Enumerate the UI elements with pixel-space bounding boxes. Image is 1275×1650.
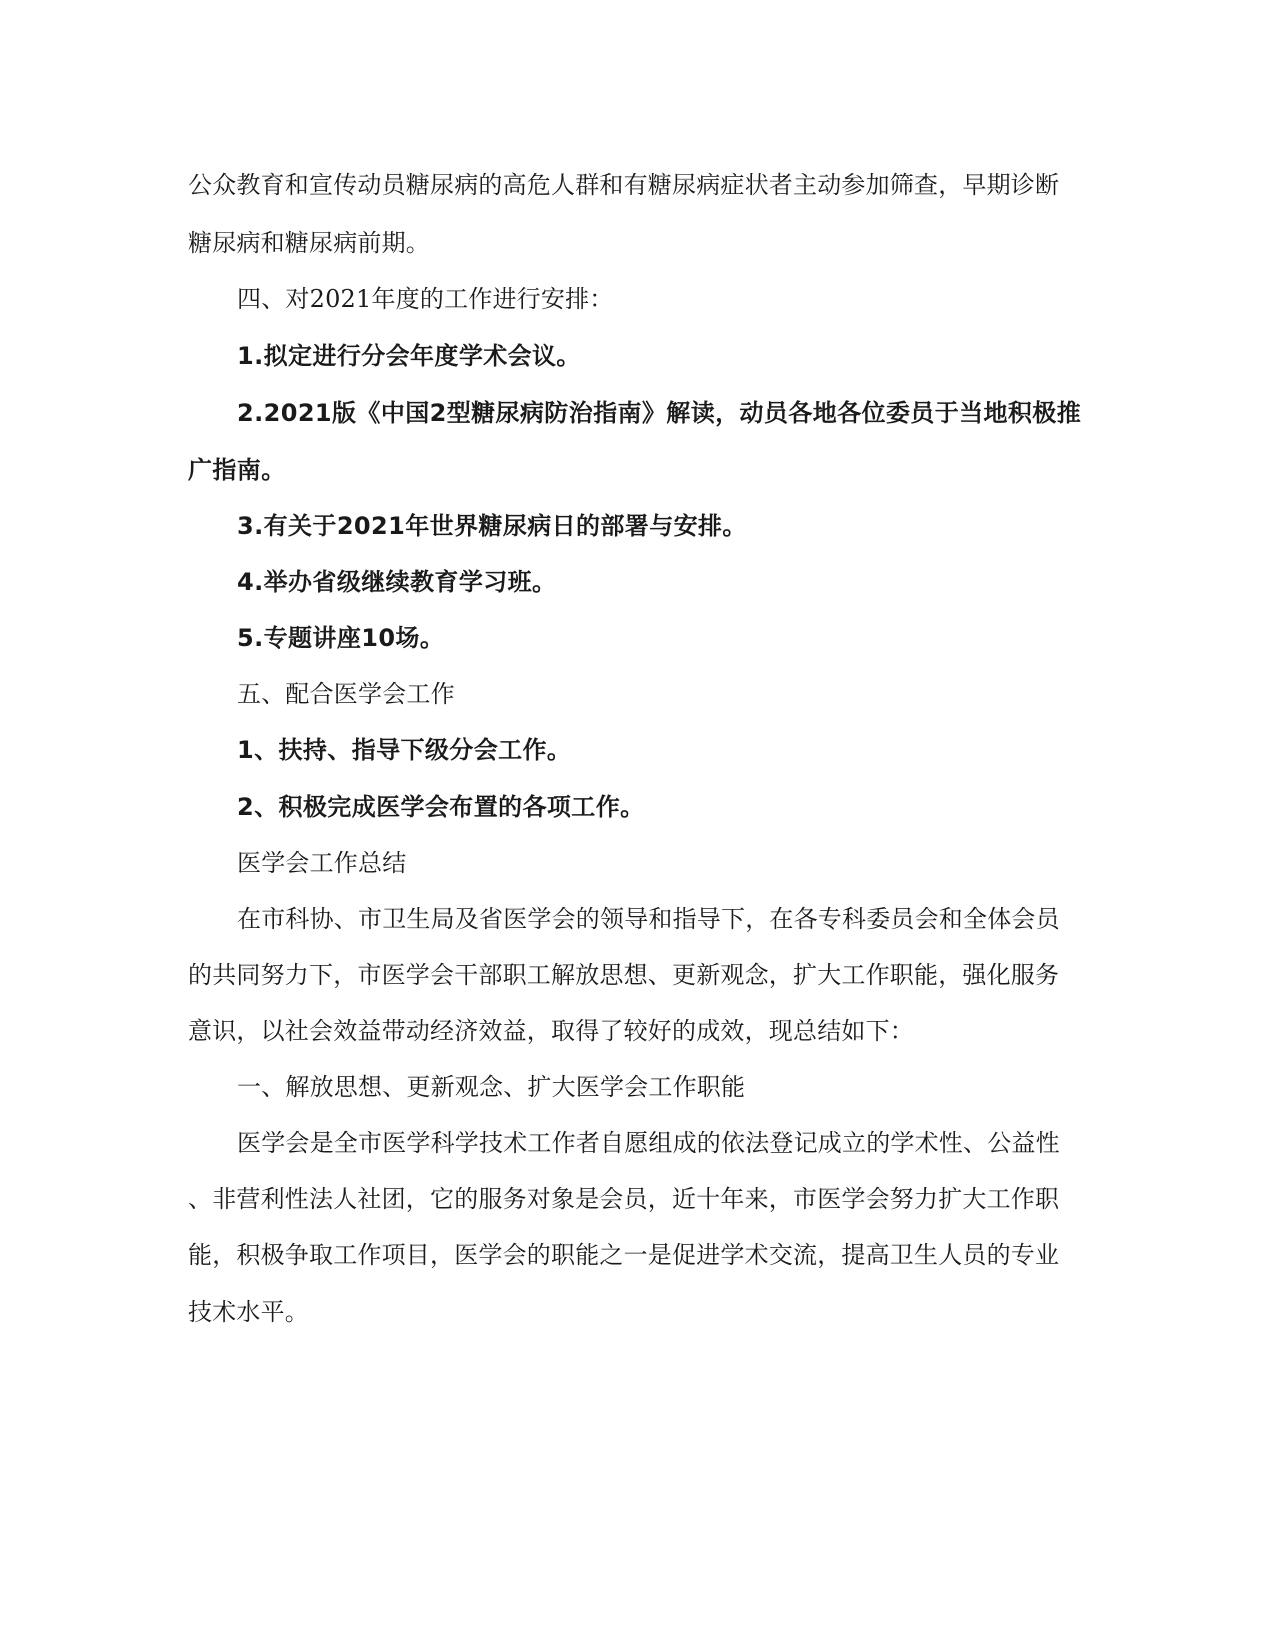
paragraph-line: 能，积极争取工作项目，医学会的职能之一是促进学术交流，提高卫生人员的专业: [188, 1241, 1060, 1269]
section-heading: 四、对2021年度的工作进行安排：: [237, 285, 614, 313]
list-item: 2、积极完成医学会布置的各项工作。: [237, 793, 645, 821]
paragraph-line: 的共同努力下，市医学会干部职工解放思想、更新观念，扩大工作职能，强化服务: [188, 961, 1060, 989]
paragraph-line: 技术水平。: [188, 1298, 309, 1326]
list-item: 2.2021版《中国2型糖尿病防治指南》解读，动员各地各位委员于当地积极推: [237, 399, 1082, 427]
paragraph-line: 糖尿病和糖尿病前期。: [188, 229, 430, 257]
paragraph-line: 、非营利性法人社团，它的服务对象是会员，近十年来，市医学会努力扩大工作职: [188, 1185, 1060, 1213]
section-heading: 五、配合医学会工作: [237, 680, 455, 708]
list-item: 5.专题讲座10场。: [237, 624, 445, 652]
paragraph-line: 医学会是全市医学科学技术工作者自愿组成的依法登记成立的学术性、公益性: [237, 1129, 1060, 1157]
document-title: 医学会工作总结: [237, 849, 407, 877]
list-item: 1、扶持、指导下级分会工作。: [237, 736, 572, 764]
list-item: 3.有关于2021年世界糖尿病日的部署与安排。: [237, 512, 747, 540]
paragraph-line: 在市科协、市卫生局及省医学会的领导和指导下，在各专科委员会和全体会员: [237, 905, 1060, 933]
paragraph-line: 公众教育和宣传动员糖尿病的高危人群和有糖尿病症状者主动参加筛查，早期诊断: [188, 171, 1060, 199]
list-item-continuation: 广指南。: [188, 456, 286, 484]
paragraph-line: 意识，以社会效益带动经济效益，取得了较好的成效，现总结如下：: [188, 1017, 914, 1045]
list-item: 4.举办省级继续教育学习班。: [237, 568, 557, 596]
list-item: 1.拟定进行分会年度学术会议。: [237, 342, 581, 370]
section-heading: 一、解放思想、更新观念、扩大医学会工作职能: [237, 1073, 746, 1101]
